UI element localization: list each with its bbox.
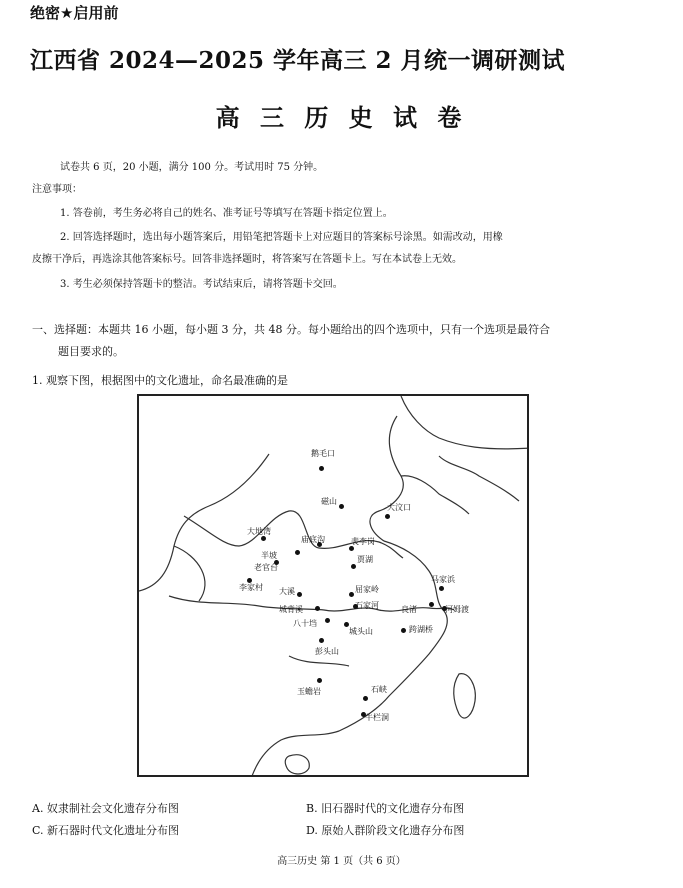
site-dot bbox=[349, 592, 354, 597]
option-c: C. 新石器时代文化遗址分布图 bbox=[32, 824, 180, 837]
site-label: 良渚 bbox=[401, 605, 417, 614]
site-dot bbox=[325, 618, 330, 623]
site-dot bbox=[315, 606, 320, 611]
option-d: D. 原始人群阶段文化遗存分布图 bbox=[306, 824, 465, 837]
cultural-sites-map bbox=[137, 394, 529, 777]
exam-summary: 试卷共 6 页，20 小题，满分 100 分。考试用时 75 分钟。 bbox=[60, 162, 324, 173]
site-dot bbox=[351, 564, 356, 569]
site-dot bbox=[295, 550, 300, 555]
site-dot bbox=[363, 696, 368, 701]
site-label: 彭头山 bbox=[315, 647, 339, 656]
site-label: 牛栏洞 bbox=[365, 713, 389, 722]
site-label: 半坡 bbox=[261, 551, 277, 560]
site-label: 跨湖桥 bbox=[409, 625, 433, 634]
site-dot bbox=[297, 592, 302, 597]
site-label: 八十垱 bbox=[293, 619, 317, 628]
note-1: 1. 答卷前，考生务必将自己的姓名、准考证号等填写在答题卡指定位置上。 bbox=[60, 208, 393, 219]
site-label: 城背溪 bbox=[279, 605, 303, 614]
site-label: 屈家岭 bbox=[355, 585, 379, 594]
note-2-line-1: 2. 回答选择题时，选出每小题答案后，用铅笔把答题卡上对应题目的答案标号涂黑。如需改动，用橡 bbox=[60, 232, 503, 243]
site-dot bbox=[385, 514, 390, 519]
site-dot bbox=[429, 602, 434, 607]
site-dot bbox=[319, 638, 324, 643]
site-dot bbox=[319, 466, 324, 471]
site-label: 鹅毛口 bbox=[311, 449, 335, 458]
exam-title: 江西省 2024—2025 学年高三 2 月统一调研测试 bbox=[30, 47, 566, 74]
section-heading-line-2: 题目要求的。 bbox=[58, 345, 124, 358]
option-b: B. 旧石器时代的文化遗存分布图 bbox=[306, 802, 465, 815]
site-label: 大地湾 bbox=[247, 527, 271, 536]
site-dot bbox=[339, 504, 344, 509]
site-label: 老官台 bbox=[254, 563, 278, 572]
notes-heading: 注意事项： bbox=[32, 184, 82, 195]
site-label: 城头山 bbox=[349, 627, 373, 636]
site-label: 石家河 bbox=[355, 601, 379, 610]
section-heading-line-1: 一、选择题：本题共 16 小题，每小题 3 分，共 48 分。每小题给出的四个选项中，只有一个选项是最符合 bbox=[32, 323, 550, 336]
note-2-line-2: 皮擦干净后，再选涂其他答案标号。回答非选择题时，将答案写在答题卡上。写在本试卷上无效。 bbox=[32, 254, 462, 265]
site-label: 玉蟾岩 bbox=[297, 687, 321, 696]
question-1-stem: 1. 观察下图，根据图中的文化遗址，命名最准确的是 bbox=[32, 374, 288, 387]
site-label: 石峡 bbox=[371, 685, 387, 694]
secret-mark: 绝密★启用前 bbox=[30, 4, 119, 22]
subject-title: 高 三 历 史 试 卷 bbox=[215, 103, 468, 132]
site-label: 磁山 bbox=[321, 497, 337, 506]
site-label: 李家村 bbox=[239, 583, 263, 592]
site-label: 庙底沟 bbox=[301, 535, 325, 544]
page-footer: 高三历史 第 1 页（共 6 页） bbox=[277, 856, 406, 867]
site-dot bbox=[401, 628, 406, 633]
site-label: 裴李岗 bbox=[351, 537, 375, 546]
site-dot bbox=[317, 678, 322, 683]
site-label: 马家浜 bbox=[431, 575, 455, 584]
site-dot bbox=[439, 586, 444, 591]
site-label: 河姆渡 bbox=[445, 605, 469, 614]
site-label: 贾湖 bbox=[357, 555, 373, 564]
note-3: 3. 考生必须保持答题卡的整洁。考试结束后，请将答题卡交回。 bbox=[60, 279, 343, 290]
site-label: 大汶口 bbox=[387, 503, 411, 512]
site-label: 大溪 bbox=[279, 587, 295, 596]
option-a: A. 奴隶制社会文化遗存分布图 bbox=[32, 802, 179, 815]
